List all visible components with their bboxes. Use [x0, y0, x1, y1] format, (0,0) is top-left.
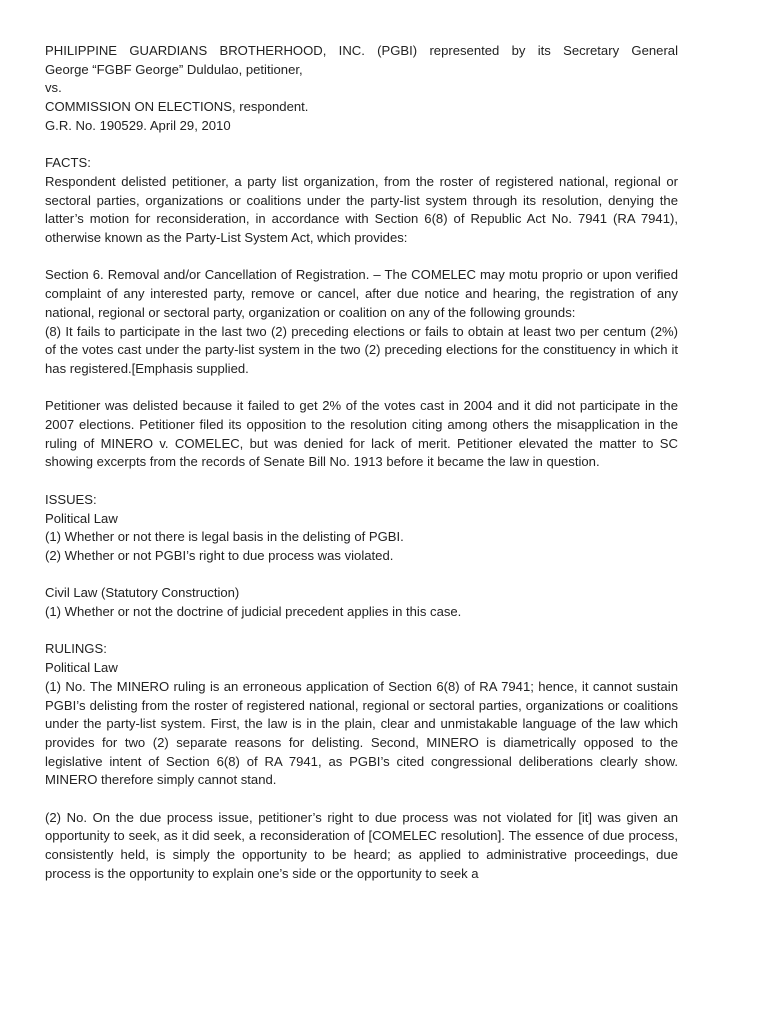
issue-political-1: (1) Whether or not there is legal basis in the delisting of PGBI.	[45, 529, 404, 545]
facts-paragraph: Respondent delisted petitioner, a party list organization, from the roster of registered national, regional or sectoral parties, organizations or coalitions under the party-list system through its resolution, denying the latter’s motion for reconsideration, in accordance with Section 6(8) of Republic Act No. 7941 (RA 7941), otherwise known as the Party-List System Act, which provides:	[45, 173, 678, 246]
case-caption	[45, 42, 678, 136]
petitioner-line-2: George “FGBF George” Duldulao, petitioner,	[45, 61, 303, 77]
delisting-facts-paragraph: Petitioner was delisted because it failed to get 2% of the votes cast in 2004 and it did not participate in the 2007 elections. Petitioner filed its opposition to the resolution citing among others the misapplication in the ruling of MINERO v. COMELEC, but was denied for lack of merit. Petitioner elevated the matter to SC showing excerpts from the records of Senate Bill No. 1913 before it became the law in question.	[45, 398, 678, 470]
issues-civil-law-label: Civil Law (Statutory Construction)	[45, 585, 240, 601]
section-6-item-8: (8) It fails to participate in the last two (2) preceding elections or fails to obtain at least two per centum (2%) of the votes cast under the party-list system in the two (2) preceding elections for the constituency in which it has registered.[Emphasis supplied.	[45, 323, 678, 376]
ruling-2-paragraph: (2) No. On the due process issue, petitioner’s right to due process was not violated for [it] was given an opportunity to seek, as it did seek, a reconsideration of [COMELEC resolution]. The essence of due process, consistently held, is simply the opportunity to be heard; as applied to administrative proceedings, due process is the opportunity to explain one’s side or the opportunity to seek a	[45, 809, 678, 881]
facts-heading: FACTS:	[45, 155, 91, 171]
issue-civil-1: (1) Whether or not the doctrine of judicial precedent applies in this case.	[45, 604, 462, 620]
section-6-paragraph: Section 6. Removal and/or Cancellation of Registration. – The COMELEC may motu proprio or upon verified complaint of any interested party, remove or cancel, after due notice and hearing, the registration of any national, regional or sectoral party, organization or coalition on any of the following grounds:	[45, 267, 678, 320]
respondent-line: COMMISSION ON ELECTIONS, respondent.	[45, 99, 309, 115]
ruling-1-paragraph: (1) No. The MINERO ruling is an erroneous application of Section 6(8) of RA 7941; hence, it cannot sustain PGBI’s delisting from the roster of registered national, regional or sectoral parties, organizations or coalitions under the party-list system. First, the law is in the plain, clear and unmistakable language of the law which provides for two (2) separate reasons for delisting. Second, MINERO is diametrically opposed to the legislative intent of Section 6(8) of RA 7941, as PGBI’s cited congressional deliberations clearly show. MINERO therefore simply cannot stand.	[45, 678, 678, 788]
issues-political-law-label: Political Law	[45, 510, 118, 526]
rulings-political-law-label: Political Law	[45, 660, 118, 676]
versus-text: vs.	[45, 80, 62, 96]
issues-heading: ISSUES:	[45, 491, 97, 507]
case-number: G.R. No. 190529. April 29, 2010	[45, 117, 231, 133]
issue-political-2: (2) Whether or not PGBI’s right to due process was violated.	[45, 547, 394, 563]
rulings-heading: RULINGS:	[45, 641, 107, 657]
petitioner-line-1: PHILIPPINE GUARDIANS BROTHERHOOD, INC. (PGBI) represented by its Secretary General	[45, 43, 678, 58]
